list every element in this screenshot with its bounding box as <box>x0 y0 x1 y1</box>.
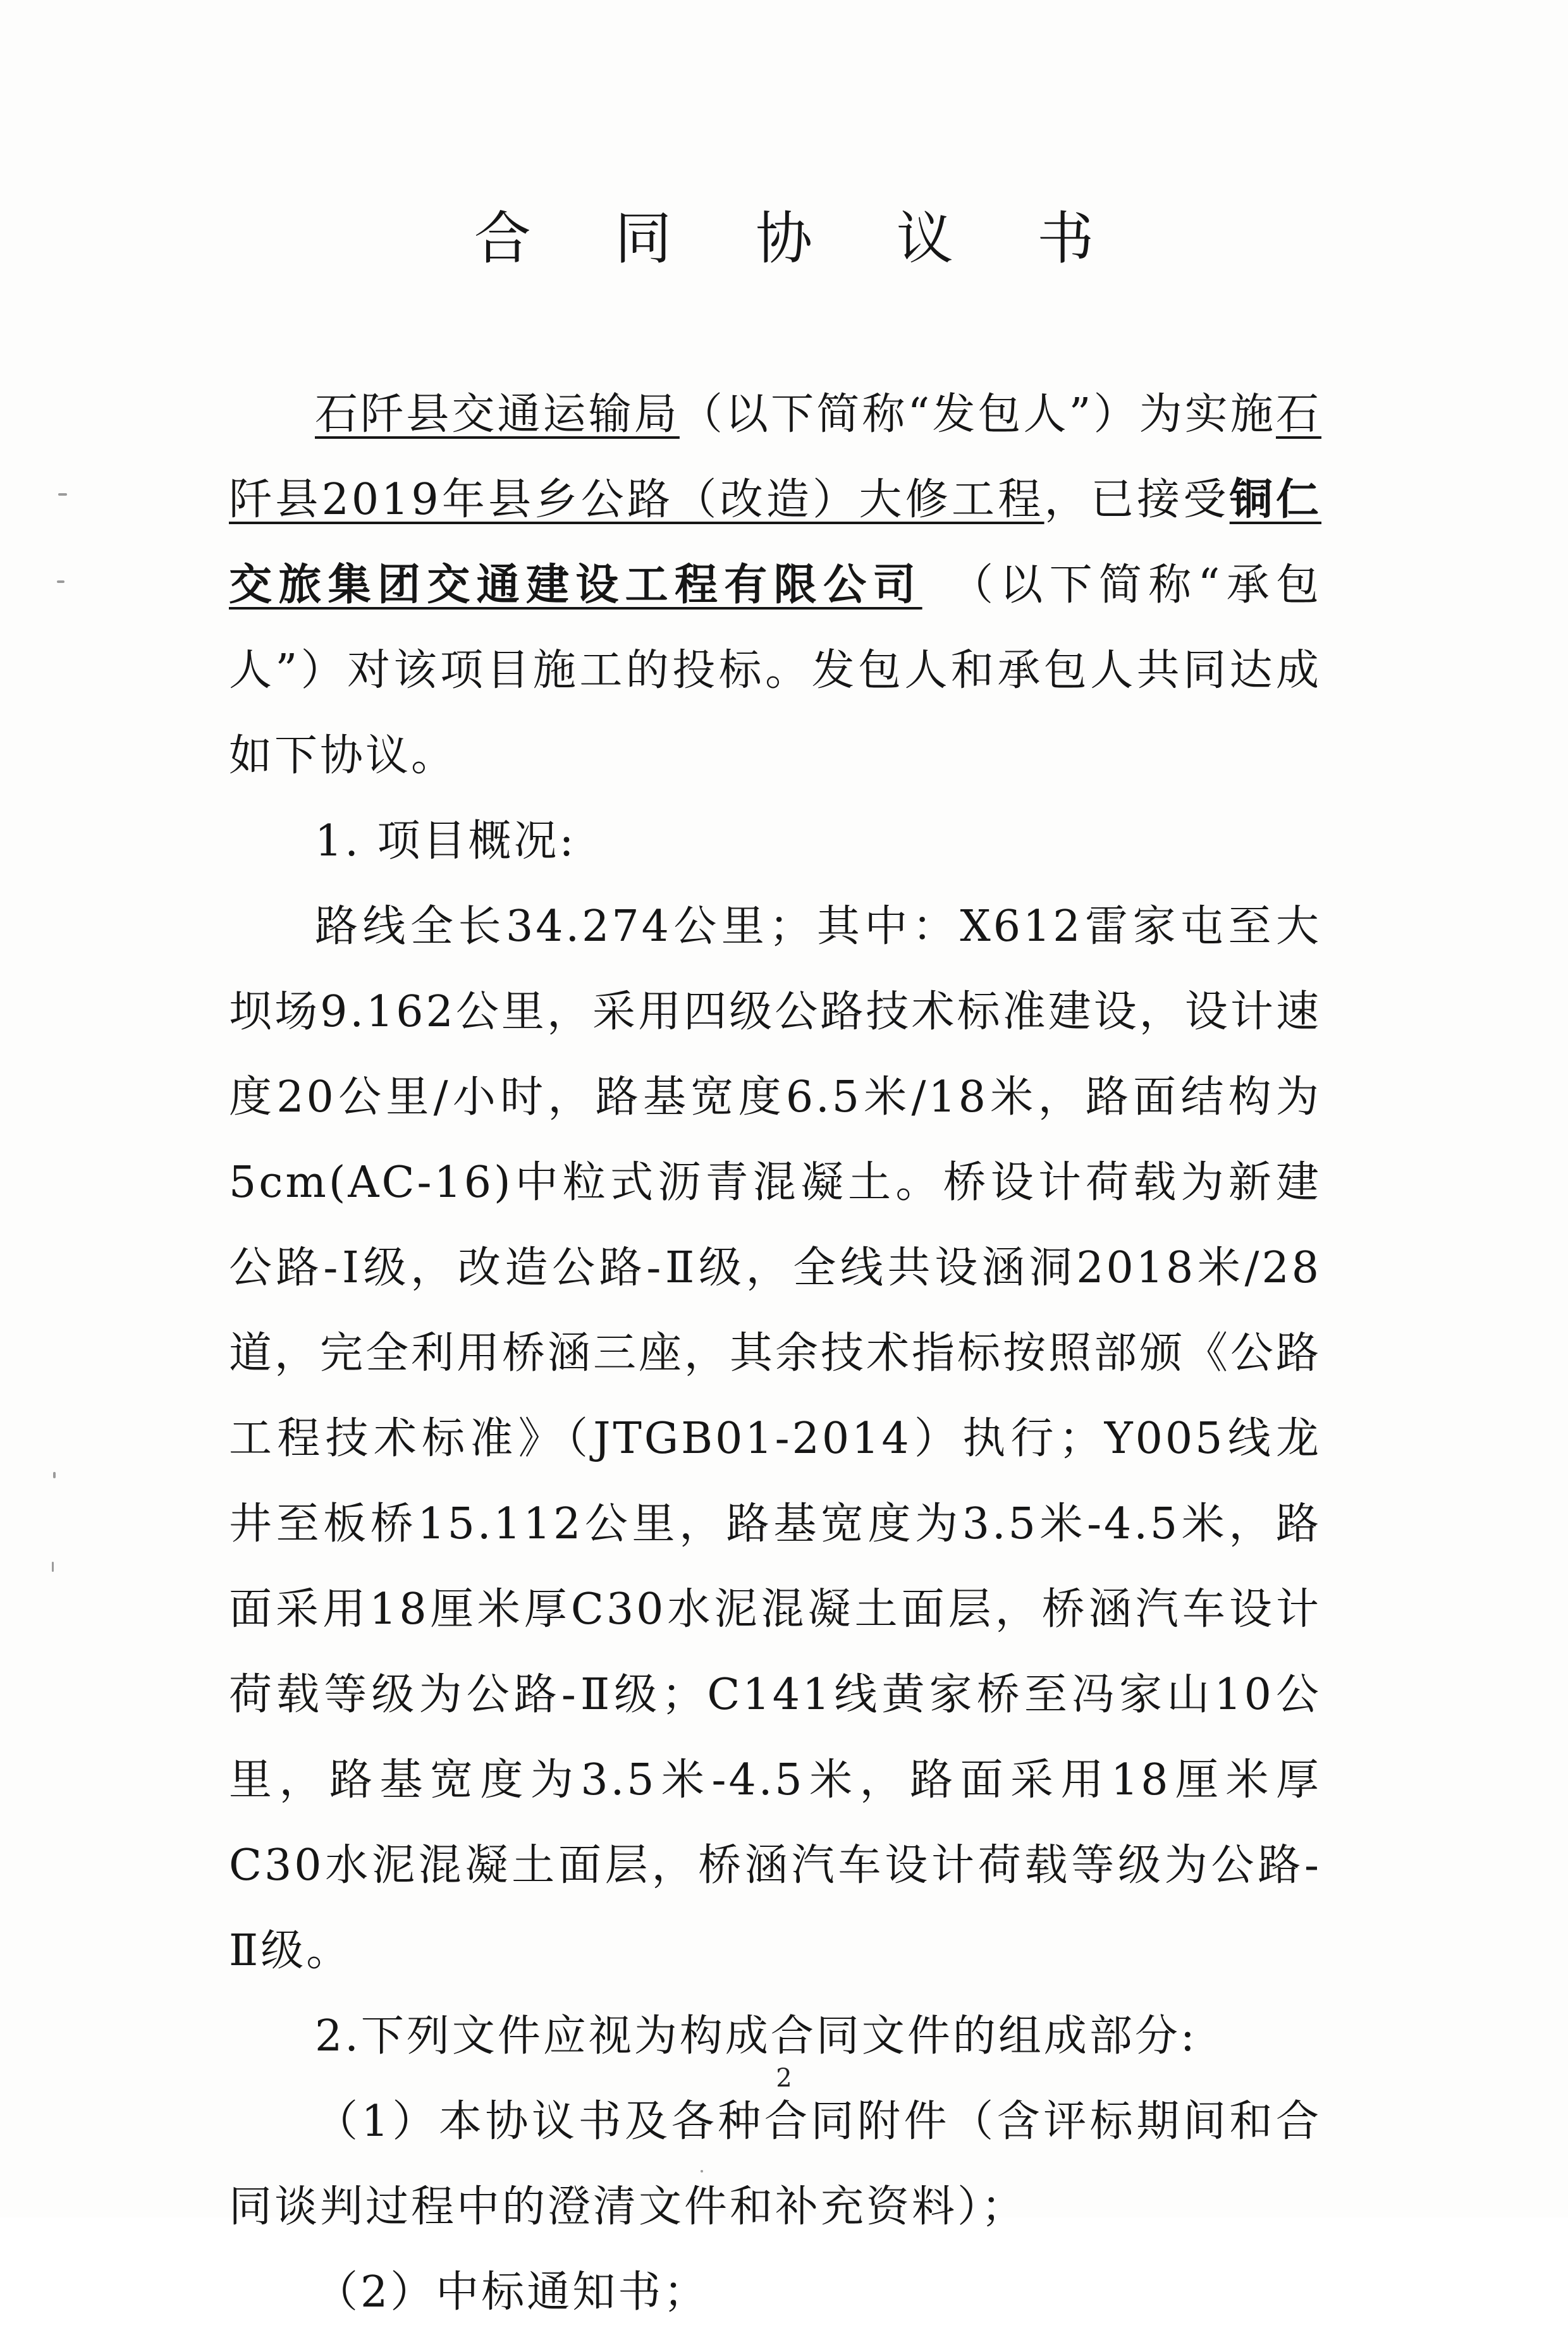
document-title: 合 同 协 议 书 <box>474 205 1127 272</box>
intro-text-3: （以下简称“承包人”）对该项目施工的投标。发包人和承包人共同达成如下协议。 <box>229 560 1321 781</box>
scan-speck <box>52 1562 54 1572</box>
page-number: 2 <box>776 2064 792 2093</box>
scan-speck <box>53 1472 56 1478</box>
scan-speck <box>701 2170 703 2173</box>
section-1-body: 路线全长34.274公里；其中：X612雷家屯至大坝场9.162公里，采用四级公路技术标准建设，设计速度20公里/小时，路基宽度6.5米/18米，路面结构为5cm(AC-16)中粒式沥青混凝土。桥设计荷载为新建公路-Ⅰ级，改造公路-Ⅱ级，全线共设涵洞2018米/28道，完全利用桥涵三座，其余技术指标按照部颁《公路工程技术标准》（JTGB01-2014）执行；Y005线龙井至板桥15.112公里，路基宽度为3.5米-4.5米，路面采用18厘米厚C30水泥混凝土面层，桥涵汽车设计荷载等级为公路-Ⅱ级；C141线黄家桥至冯家山10公里，路基宽度为3.5米-4.5米，路面采用18厘米厚C30水泥混凝土面层，桥涵汽车设计荷载等级为公路-Ⅱ级。 <box>229 902 1322 1976</box>
section-1-heading: 1. 项目概况: <box>315 816 577 866</box>
contractor-name: 铜仁交旅集团交通建设工程有限公司 <box>229 474 1321 610</box>
project-name: 石阡县2019年县乡公路（改造）大修工程 <box>229 389 1321 525</box>
scan-speck <box>58 493 67 496</box>
scan-speck <box>57 580 64 583</box>
intro-paragraph <box>229 372 1321 799</box>
intro-text-2: ，已接受 <box>1044 475 1230 525</box>
document-body <box>229 372 1321 2335</box>
list-item-2: （2）中标通知书； <box>315 2267 709 2317</box>
section-2-heading: 2.下列文件应视为构成合同文件的组成部分: <box>315 2011 1197 2061</box>
intro-text-1: （以下简称“发包人”）为实施 <box>679 389 1276 439</box>
list-item-1: （1）本协议书及各种合同附件（含评标期间和合同谈判过程中的澄清文件和补充资料）； <box>229 2097 1321 2232</box>
employer-name: 石阡县交通运输局 <box>315 389 680 439</box>
